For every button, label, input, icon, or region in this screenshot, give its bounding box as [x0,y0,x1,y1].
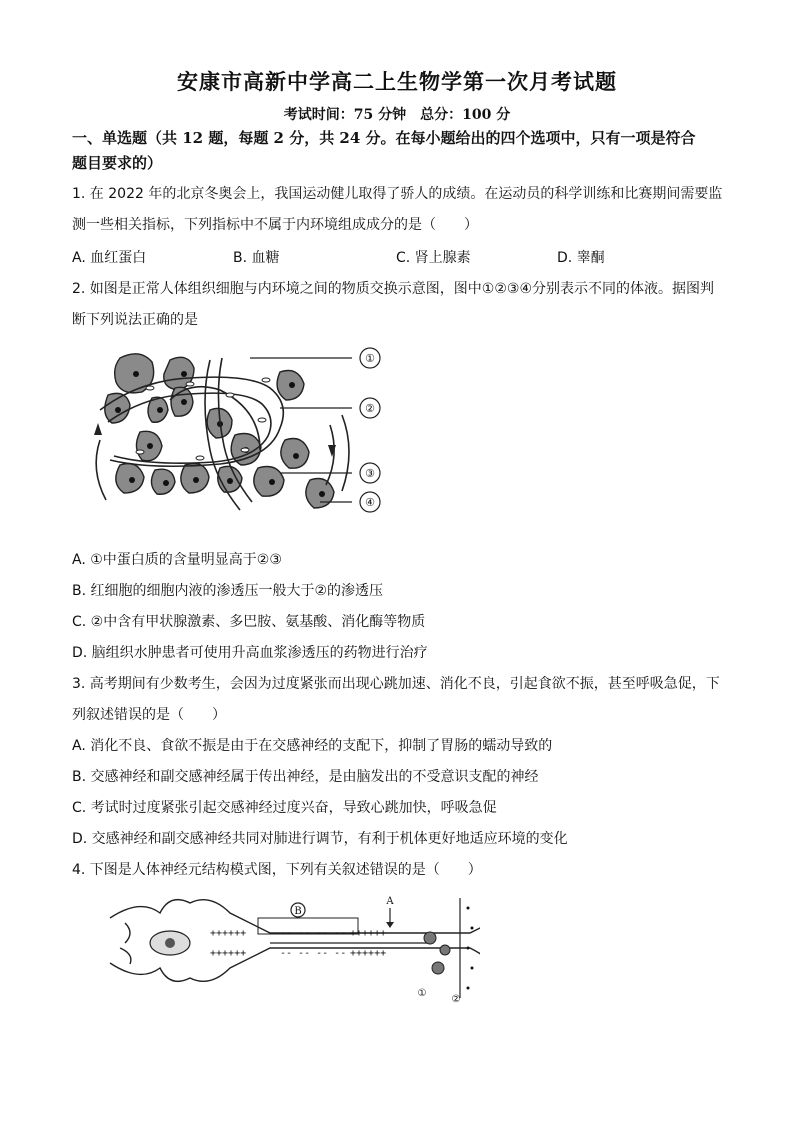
q1-option-a: A. 血红蛋白 [72,250,147,266]
q1-option-b: B. 血糖 [233,250,280,266]
q1-stem-line1: 1. 在 2022 年的北京冬奥会上，我国运动健儿取得了骄人的成绩。在运动员的科学训练和比赛期间需要监 [72,186,723,202]
fig1-label-2: ② [365,402,375,415]
svg-text:++++++: ++++++ [350,948,387,959]
q2-stem-line1: 2. 如图是正常人体组织细胞与内环境之间的物质交换示意图，图中①②③④分别表示不同的体液。据图判 [72,281,715,297]
section-heading [72,126,732,176]
q1-option-c: C. 肾上腺素 [396,250,471,266]
q3-stem-line1: 3. 高考期间有少数考生，会因为过度紧张而出现心跳加速、消化不良，引起食欲不振，甚至呼吸急促，下 [72,676,720,692]
svg-text:-- -- -- --: -- -- -- -- [280,928,347,939]
q1-stem-line2: 测一些相关指标，下列指标中不属于内环境组成成分的是（ ） [72,217,478,233]
q2-option-c: C. ②中含有甲状腺激素、多巴胺、氨基酸、消化酶等物质 [72,614,426,630]
exam-subtitle: 考试时间：75 分钟 总分：100 分 [283,107,511,123]
q2-option-a: A. ①中蛋白质的含量明显高于②③ [72,552,282,568]
q3-option-d: D. 交感神经和副交感神经共同对肺进行调节，有利于机体更好地适应环境的变化 [72,831,568,847]
fig1-label-4: ④ [365,496,375,509]
q2-stem-line2: 断下列说法正确的是 [72,312,198,328]
fig2-label-b: B [294,906,302,917]
q2-option-b: B. 红细胞的细胞内液的渗透压一般大于②的渗透压 [72,583,384,599]
neuron-structure-figure [100,888,480,1008]
svg-text:-- -- -- --: -- -- -- -- [280,948,347,959]
tissue-exchange-figure [80,340,400,525]
fig2-label-2: ② [451,994,461,1005]
fig2-label-a: A [386,896,394,907]
section-heading-line2: 题目要求的） [72,154,163,172]
fig1-label-3: ③ [365,467,375,480]
exam-title: 安康市高新中学高二上生物学第一次月考试题 [177,69,617,94]
section-heading-line1: 一、单选题（共 12 题，每题 2 分，共 24 分。在每小题给出的四个选项中，只有一项是符合 [72,129,696,147]
q2-option-d: D. 脑组织水肿患者可使用升高血浆渗透压的药物进行治疗 [72,645,428,661]
q3-stem-line2: 列叙述错误的是（ ） [72,707,226,723]
q3-option-a: A. 消化不良、食欲不振是由于在交感神经的支配下，抑制了胃肠的蠕动导致的 [72,738,553,754]
svg-text:++++++: ++++++ [350,928,387,939]
svg-text:++++++: ++++++ [210,948,247,959]
q1-option-d: D. 睾酮 [557,250,605,266]
fig2-label-1: ① [417,988,427,999]
svg-text:++++++: ++++++ [210,928,247,939]
fig1-label-1: ① [365,352,375,365]
q4-stem-line1: 4. 下图是人体神经元结构模式图，下列有关叙述错误的是（ ） [72,862,482,878]
q3-option-b: B. 交感神经和副交感神经属于传出神经，是由脑发出的不受意识支配的神经 [72,769,539,785]
q3-option-c: C. 考试时过度紧张引起交感神经过度兴奋，导致心跳加快，呼吸急促 [72,800,497,816]
